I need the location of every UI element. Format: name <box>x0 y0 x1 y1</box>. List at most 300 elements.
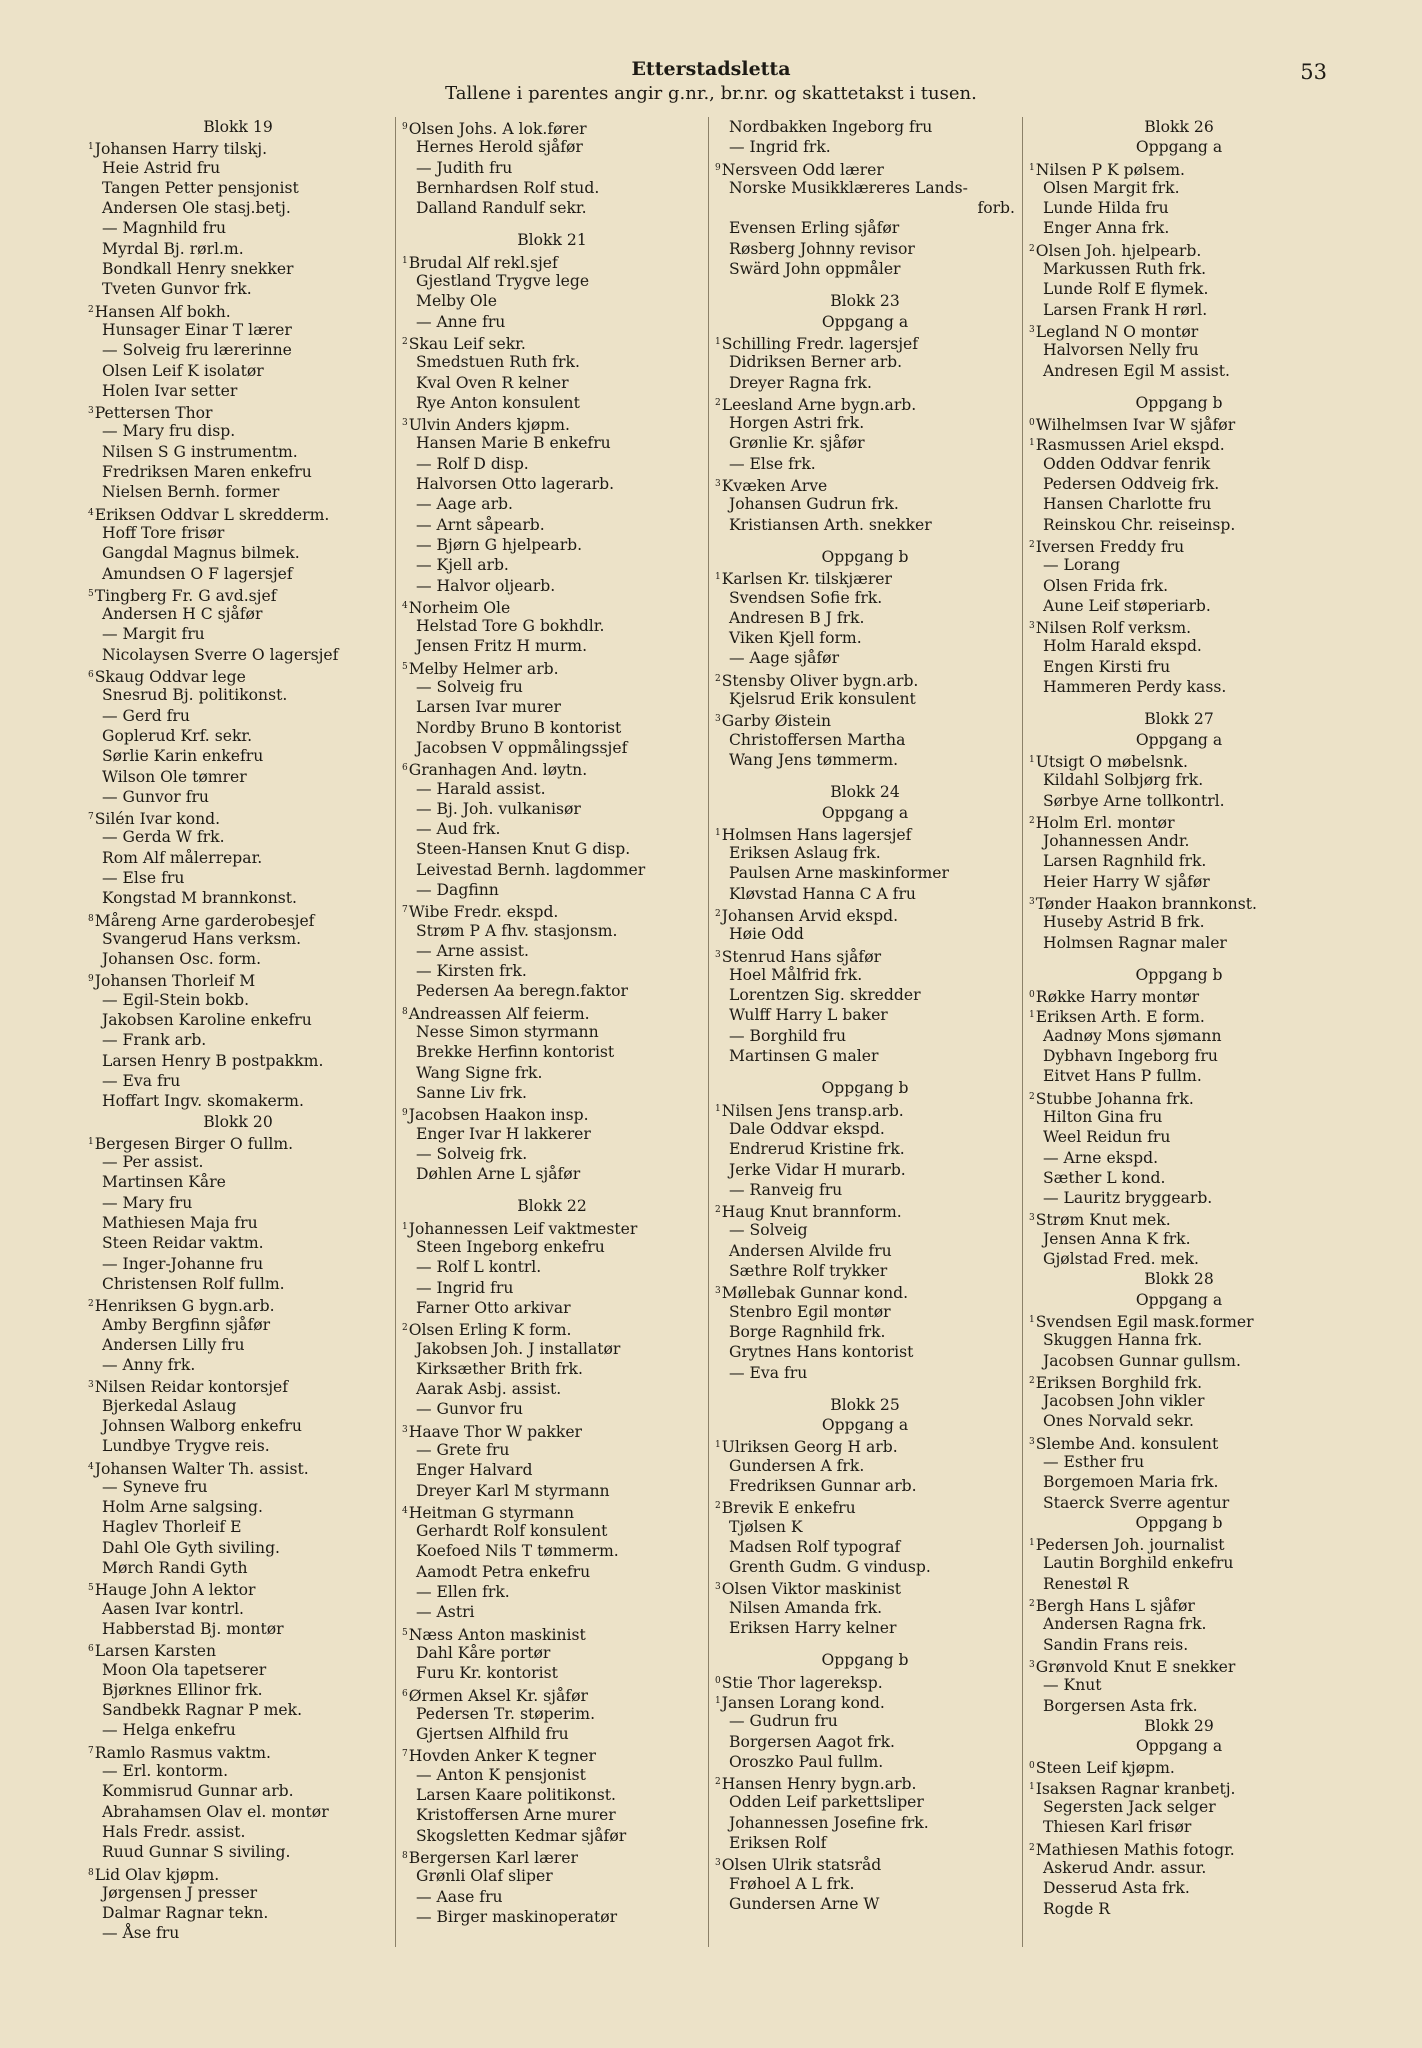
entry-text: — Ingrid frk. <box>729 138 831 157</box>
entrance-number: 0 <box>1029 418 1035 429</box>
resident-entry <box>402 981 702 1001</box>
entry-text: Utsigt O møbelsnk. <box>1035 752 1188 771</box>
entrance-number: 3 <box>715 949 721 960</box>
entry-text: — Mary fru <box>102 1193 193 1212</box>
entry-text: Nicolaysen Sverre O lagersjef <box>102 645 339 664</box>
resident-entry <box>715 1160 1015 1180</box>
entry-text: Endrerud Kristine frk. <box>729 1140 905 1159</box>
resident-entry <box>1029 1168 1329 1188</box>
resident-entry <box>715 1281 1015 1301</box>
resident-entry <box>715 1671 1015 1691</box>
entry-text: Kval Oven R kelner <box>416 373 569 392</box>
resident-entry <box>88 1477 388 1497</box>
resident-entry <box>1029 912 1329 932</box>
resident-entry <box>402 839 702 859</box>
entry-text: Kildahl Solbjørg frk. <box>1043 771 1204 790</box>
resident-entry <box>402 941 702 961</box>
resident-entry <box>402 454 702 474</box>
entry-text: Nordby Bruno B kontorist <box>416 718 622 737</box>
entrance-number: 3 <box>402 1424 408 1435</box>
entry-text: Grytnes Hans kontorist <box>729 1343 914 1362</box>
resident-entry <box>1029 555 1329 575</box>
entry-text: — Judith fru <box>416 158 513 177</box>
resident-entry <box>402 535 702 555</box>
entry-text: Legland N O montør <box>1035 322 1199 341</box>
entrance-number: 3 <box>1029 1436 1035 1447</box>
entry-text: Hilton Gina fru <box>1043 1107 1163 1126</box>
resident-entry <box>1029 535 1329 555</box>
resident-entry <box>715 985 1015 1005</box>
resident-entry <box>1029 1574 1329 1594</box>
resident-entry <box>88 1660 388 1680</box>
resident-entry <box>402 1103 702 1123</box>
entry-text: Thiesen Karl frisør <box>1043 1818 1192 1837</box>
resident-entry <box>88 665 388 685</box>
entry-text: Dybhavn Ingeborg fru <box>1043 1047 1218 1066</box>
resident-entry <box>402 271 702 291</box>
entry-text: Rom Alf målerrepar. <box>102 848 263 867</box>
resident-entry <box>1029 1817 1329 1837</box>
entry-text: Stenbro Egil montør <box>729 1302 891 1321</box>
entry-text: Jansen Lorang kond. <box>721 1693 885 1712</box>
entrance-number: 9 <box>402 1108 408 1119</box>
entry-text: Nersveen Odd lærer <box>721 160 884 179</box>
entry-text: Olsen Ulrik statsråd <box>721 1856 882 1875</box>
entrance-number: 4 <box>402 1505 408 1516</box>
block-heading <box>402 1196 702 1216</box>
resident-entry <box>402 1042 702 1062</box>
entry-text: Borgersen Aagot frk. <box>729 1732 895 1751</box>
entry-text: Brekke Herfinn kontorist <box>416 1043 615 1062</box>
entry-text: Jørgensen J presser <box>102 1883 258 1902</box>
resident-entry <box>88 827 388 847</box>
resident-entry <box>88 1903 388 1923</box>
entry-text: — Esther fru <box>1043 1453 1145 1471</box>
entrance-number: 1 <box>402 255 408 266</box>
entry-text: Næss Anton maskinist <box>408 1625 586 1644</box>
entry-text: Olsen Joh. hjelpearb. <box>1035 241 1202 260</box>
resident-entry <box>402 677 702 697</box>
entry-text: Slembe And. konsulent <box>1035 1434 1219 1453</box>
resident-entry <box>715 904 1015 924</box>
resident-entry <box>88 929 388 949</box>
resident-entry <box>715 588 1015 608</box>
entry-text: Borgersen Asta frk. <box>1043 1696 1198 1715</box>
resident-entry <box>402 1826 702 1846</box>
resident-entry <box>1029 494 1329 514</box>
entry-text: Huseby Astrid B frk. <box>1043 913 1205 932</box>
resident-entry <box>715 494 1015 514</box>
entry-text: Olsen Johs. A lok.fører <box>408 120 587 138</box>
entry-text: Olsen Viktor maskinist <box>721 1580 902 1599</box>
resident-entry <box>88 1315 388 1335</box>
entry-text: Svendsen Sofie frk. <box>729 588 883 607</box>
entrance-number: 1 <box>715 1440 721 1451</box>
resident-entry <box>715 1241 1015 1261</box>
block-heading-text: Oppgang b <box>1135 1513 1223 1532</box>
entrance-number: 3 <box>715 479 721 490</box>
entry-text: Madsen Rolf typograf <box>729 1537 901 1556</box>
entry-text: Dalland Randulf sekr. <box>416 199 587 218</box>
entrance-number: 6 <box>88 670 94 681</box>
entry-text: Johannessen Andr. <box>1043 832 1190 851</box>
block-heading-text: Blokk 21 <box>517 231 587 250</box>
entry-text: Ramlo Rasmus vaktm. <box>94 1743 272 1762</box>
entrance-number: 1 <box>1029 1314 1035 1325</box>
resident-entry <box>1029 1614 1329 1634</box>
resident-entry <box>88 604 388 624</box>
entry-text: Heitman G styrmann <box>408 1503 575 1522</box>
entry-text: Skogsletten Kedmar sjåfør <box>416 1826 627 1845</box>
resident-entry <box>715 1691 1015 1711</box>
resident-entry <box>1029 1148 1329 1168</box>
entry-text: Rogde R <box>1043 1899 1111 1918</box>
entry-text: — Syneve fru <box>102 1477 208 1496</box>
entry-text: Nordbakken Ingeborg fru <box>729 118 933 136</box>
block-heading <box>715 803 1015 823</box>
resident-entry <box>402 1164 702 1184</box>
entry-text: Aune Leif støperiarb. <box>1043 596 1211 615</box>
page-number: 53 <box>1300 60 1327 84</box>
entry-text: Helstad Tore G bokhdlr. <box>416 617 605 636</box>
block-heading <box>715 312 1015 332</box>
entry-text: Moon Ola tapetserer <box>102 1660 267 1679</box>
entry-text: Aarak Asbj. assist. <box>416 1380 562 1399</box>
block-heading-text: Oppgang b <box>821 547 909 566</box>
resident-entry <box>1029 596 1329 616</box>
resident-entry <box>88 158 388 178</box>
entrance-number: 1 <box>1029 1538 1035 1549</box>
entry-text: Sanne Liv frk. <box>416 1083 527 1102</box>
entrance-number: 1 <box>715 827 721 838</box>
resident-entry <box>1029 259 1329 279</box>
resident-entry <box>715 413 1015 433</box>
resident-entry <box>88 198 388 218</box>
resident-entry <box>402 758 702 778</box>
entry-text: Habberstad Bj. montør <box>102 1619 284 1638</box>
entrance-number: 3 <box>1029 896 1035 907</box>
resident-entry <box>402 1623 702 1643</box>
entry-text: Stensby Oliver bygn.arb. <box>721 671 919 690</box>
entry-text: Stubbe Johanna frk. <box>1035 1089 1194 1108</box>
resident-entry <box>88 685 388 705</box>
resident-entry <box>402 1420 702 1440</box>
resident-entry <box>402 1704 702 1724</box>
entry-text: Melby Helmer arb. <box>408 659 559 678</box>
block-heading <box>1029 1716 1329 1736</box>
block-heading-text: Oppgang b <box>1135 965 1223 984</box>
resident-entry <box>402 1237 702 1257</box>
resident-entry <box>402 352 702 372</box>
entrance-number: 2 <box>1029 243 1035 254</box>
resident-entry <box>88 1254 388 1274</box>
entry-text: Måreng Arne garderobesjef <box>94 911 315 930</box>
resident-entry <box>1029 515 1329 535</box>
entry-text: Kristiansen Arth. snekker <box>729 515 932 534</box>
entry-text: Pedersen Oddveig frk. <box>1043 475 1220 494</box>
entry-text: Johansen Gudrun frk. <box>729 495 899 514</box>
resident-entry <box>402 616 702 636</box>
resident-entry <box>88 1152 388 1172</box>
entry-text: Grenth Gudm. G vindusp. <box>729 1558 931 1577</box>
entry-text: Skaug Oddvar lege <box>94 668 246 687</box>
entry-text: — Halvor oljearb. <box>416 576 556 595</box>
entry-text: — Aage sjåfør <box>729 649 840 668</box>
entrance-number: 1 <box>1029 162 1035 173</box>
entry-text: Steen Ingeborg enkefru <box>416 1238 605 1257</box>
resident-entry <box>88 1132 388 1152</box>
entry-text: Dahl Ole Gyth siviling. <box>102 1538 281 1557</box>
resident-entry <box>88 1923 388 1943</box>
resident-entry <box>88 1741 388 1761</box>
entry-text: — Gunvor fru <box>416 1400 523 1419</box>
entry-text: — Else fru <box>102 868 185 887</box>
resident-entry <box>88 340 388 360</box>
resident-entry <box>88 1822 388 1842</box>
entry-text: Dale Oddvar ekspd. <box>729 1119 885 1138</box>
entry-text: Garby Øistein <box>721 712 831 731</box>
entry-text: — Erl. kontorm. <box>102 1762 229 1781</box>
entry-text: Evensen Erling sjåfør <box>729 219 900 238</box>
resident-entry <box>88 767 388 787</box>
resident-entry <box>402 799 702 819</box>
entry-text: Markussen Ruth frk. <box>1043 260 1207 279</box>
entry-text: Larsen Ivar murer <box>416 698 561 717</box>
entry-text: Tjølsen K <box>729 1517 803 1536</box>
entry-text: Strøm Knut mek. <box>1035 1211 1171 1230</box>
block-heading-text: Blokk 27 <box>1144 710 1214 729</box>
resident-entry <box>88 909 388 929</box>
resident-entry <box>715 373 1015 393</box>
entry-text: — Inger-Johanne fru <box>102 1254 264 1273</box>
entry-text: Borge Ragnhild frk. <box>729 1322 886 1341</box>
entrance-number: 0 <box>715 1675 721 1686</box>
entry-text: Hansen Henry bygn.arb. <box>721 1775 917 1794</box>
resident-entry <box>402 1785 702 1805</box>
resident-entry <box>88 1416 388 1436</box>
entrance-number: 0 <box>1029 990 1035 1001</box>
resident-entry <box>88 1375 388 1395</box>
entry-text: — Eva fru <box>102 1071 181 1090</box>
resident-entry <box>1029 1493 1329 1513</box>
entrance-number: 4 <box>88 507 94 518</box>
entrance-number: 8 <box>402 1850 408 1861</box>
entry-text: Nilsen S G instrumentm. <box>102 442 298 461</box>
resident-entry <box>88 1599 388 1619</box>
entry-text: Engen Kirsti fru <box>1043 657 1171 676</box>
resident-entry <box>715 1200 1015 1220</box>
block-heading <box>1029 709 1329 729</box>
block-heading-text: Blokk 23 <box>830 292 900 311</box>
resident-entry <box>715 1874 1015 1894</box>
resident-entry <box>88 949 388 969</box>
resident-entry <box>402 1124 702 1144</box>
resident-entry <box>88 564 388 584</box>
entry-text: Rye Anton konsulent <box>416 393 580 412</box>
resident-entry <box>1029 1208 1329 1228</box>
block-heading-text: Blokk 28 <box>1144 1270 1214 1289</box>
resident-entry <box>402 961 702 981</box>
resident-entry <box>88 1051 388 1071</box>
entry-text: Kongstad M brannkonst. <box>102 889 297 908</box>
entry-text: Eriksen Rolf <box>729 1834 827 1853</box>
resident-entry <box>88 1355 388 1375</box>
resident-entry <box>715 393 1015 413</box>
resident-entry <box>715 1363 1015 1383</box>
block-heading <box>88 117 388 137</box>
resident-entry <box>402 1440 702 1460</box>
resident-entry <box>715 515 1015 535</box>
entry-text: Ruud Gunnar S siviling. <box>102 1843 291 1862</box>
resident-entry <box>1029 413 1329 433</box>
resident-entry <box>1029 300 1329 320</box>
entry-text: Andresen Egil M assist. <box>1043 361 1230 380</box>
entry-text: Grønli Olaf sliper <box>416 1867 553 1886</box>
entry-text: — Magnhild fru <box>102 219 227 238</box>
resident-entry <box>1029 361 1329 381</box>
resident-entry <box>88 1436 388 1456</box>
resident-entry <box>402 1805 702 1825</box>
entry-text: Dreyer Ragna frk. <box>729 373 872 392</box>
entry-text: — Birger maskinoperatør <box>416 1907 618 1926</box>
entry-text: Hoffart Ingv. skomakerm. <box>102 1092 304 1111</box>
resident-entry <box>88 401 388 421</box>
resident-entry <box>715 689 1015 709</box>
entry-text: Renestøl R <box>1043 1574 1129 1593</box>
resident-entry <box>88 1010 388 1030</box>
entry-text: Bjerkedal Aslaug <box>102 1396 237 1415</box>
block-heading-text: Blokk 24 <box>830 783 900 802</box>
entry-text: — Helga enkefru <box>102 1721 236 1740</box>
resident-entry <box>88 523 388 543</box>
entry-text: Holmsen Hans lagersjef <box>721 825 912 844</box>
column-2 <box>402 117 702 1927</box>
resident-entry <box>402 137 702 157</box>
resident-entry <box>1029 340 1329 360</box>
entry-text: — Solveig fru lærerinne <box>102 341 292 360</box>
resident-entry <box>402 1022 702 1042</box>
resident-entry <box>715 1853 1015 1873</box>
entrance-number: 1 <box>715 572 721 583</box>
entry-text: Skuggen Hanna frk. <box>1043 1331 1203 1350</box>
resident-entry <box>715 1456 1015 1476</box>
entry-text: Dreyer Karl M styrmann <box>416 1481 610 1500</box>
resident-entry <box>715 1261 1015 1281</box>
resident-entry <box>715 1711 1015 1731</box>
resident-entry <box>402 1379 702 1399</box>
entry-text: Gjølstad Fred. mek. <box>1043 1250 1199 1269</box>
resident-entry <box>402 1887 702 1907</box>
entry-text: Pedersen Joh. journalist <box>1035 1536 1225 1555</box>
resident-entry <box>715 1496 1015 1516</box>
resident-entry <box>88 706 388 726</box>
entry-text: Steen-Hansen Knut G disp. <box>416 840 631 859</box>
entry-text: Sørlie Karin enkefru <box>102 747 264 766</box>
entry-text: Hauge John A lektor <box>94 1581 256 1600</box>
resident-entry <box>1029 239 1329 259</box>
entry-text: Wulff Harry L baker <box>729 1006 888 1025</box>
block-heading-text: Oppgang a <box>821 1416 909 1435</box>
block-heading <box>715 1650 1015 1670</box>
entry-text: Johansen Arvid ekspd. <box>721 906 899 925</box>
resident-entry <box>88 1700 388 1720</box>
resident-entry <box>1029 474 1329 494</box>
resident-entry <box>402 819 702 839</box>
resident-entry <box>88 1213 388 1233</box>
entry-text: Andersen Ragna frk. <box>1043 1615 1207 1634</box>
entry-text: Odden Oddvar fenrik <box>1043 454 1211 473</box>
entry-text: Rasmussen Ariel ekspd. <box>1035 436 1225 455</box>
entry-text: Martinsen G maler <box>729 1047 879 1066</box>
entry-text: Holen Ivar setter <box>102 381 238 400</box>
entry-text: Bernhardsen Rolf stud. <box>416 178 600 197</box>
entry-text: Amby Bergfinn sjåfør <box>102 1315 271 1334</box>
entry-text: Eriksen Arth. E form. <box>1035 1008 1205 1027</box>
resident-entry <box>1029 1249 1329 1269</box>
resident-entry <box>402 576 702 596</box>
resident-entry <box>1029 1391 1329 1411</box>
entry-text: Lid Olav kjøpm. <box>94 1865 220 1884</box>
resident-entry <box>88 1761 388 1781</box>
resident-entry <box>88 1680 388 1700</box>
block-heading <box>1029 117 1329 137</box>
resident-entry <box>715 1220 1015 1240</box>
entry-text: — Solveig frk. <box>416 1144 528 1163</box>
resident-entry <box>715 628 1015 648</box>
resident-entry <box>88 1497 388 1517</box>
entry-text: Ulriksen Georg H arb. <box>721 1438 898 1457</box>
resident-entry <box>715 239 1015 259</box>
resident-entry <box>1029 750 1329 770</box>
entry-text: — Ellen frk. <box>416 1583 510 1602</box>
resident-entry <box>1029 1858 1329 1878</box>
resident-entry <box>1029 1310 1329 1330</box>
resident-entry <box>715 137 1015 157</box>
entry-text: — Gerd fru <box>102 706 190 725</box>
resident-entry <box>1029 985 1329 1005</box>
resident-entry <box>1029 1655 1329 1675</box>
entry-text: Hunsager Einar T lærer <box>102 320 292 339</box>
entry-text: Ulvin Anders kjøpm. <box>408 416 570 435</box>
resident-entry <box>1029 158 1329 178</box>
resident-entry <box>1029 811 1329 831</box>
resident-entry <box>1029 1756 1329 1776</box>
entry-text: — Rolf D disp. <box>416 454 529 473</box>
entrance-number: 9 <box>402 122 408 132</box>
entry-text: forb. <box>977 199 1015 218</box>
resident-entry <box>402 251 702 271</box>
entry-text: Kvæken Arve <box>721 477 828 496</box>
entry-text: Lautin Borghild enkefru <box>1043 1554 1234 1573</box>
resident-entry <box>88 137 388 157</box>
entry-text: Fredriksen Gunnar arb. <box>729 1477 917 1495</box>
resident-entry <box>1029 576 1329 596</box>
resident-entry <box>1029 218 1329 238</box>
entry-text: Norheim Ole <box>408 598 511 617</box>
entry-text: — Anny frk. <box>102 1356 196 1375</box>
resident-entry <box>88 1091 388 1111</box>
resident-entry <box>715 1813 1015 1833</box>
resident-entry <box>402 1460 702 1480</box>
entry-text: — Åse fru <box>102 1924 180 1943</box>
resident-entry <box>88 787 388 807</box>
entry-text: Jacobsen Haakon insp. <box>408 1106 589 1125</box>
entry-text: Jakobsen Joh. J installatør <box>416 1339 621 1358</box>
entry-text: — Arnt såpearb. <box>416 515 545 534</box>
resident-entry <box>715 178 1015 198</box>
entrance-number: 2 <box>715 1205 721 1216</box>
entry-text: Holm Arne salgsing. <box>102 1498 263 1517</box>
